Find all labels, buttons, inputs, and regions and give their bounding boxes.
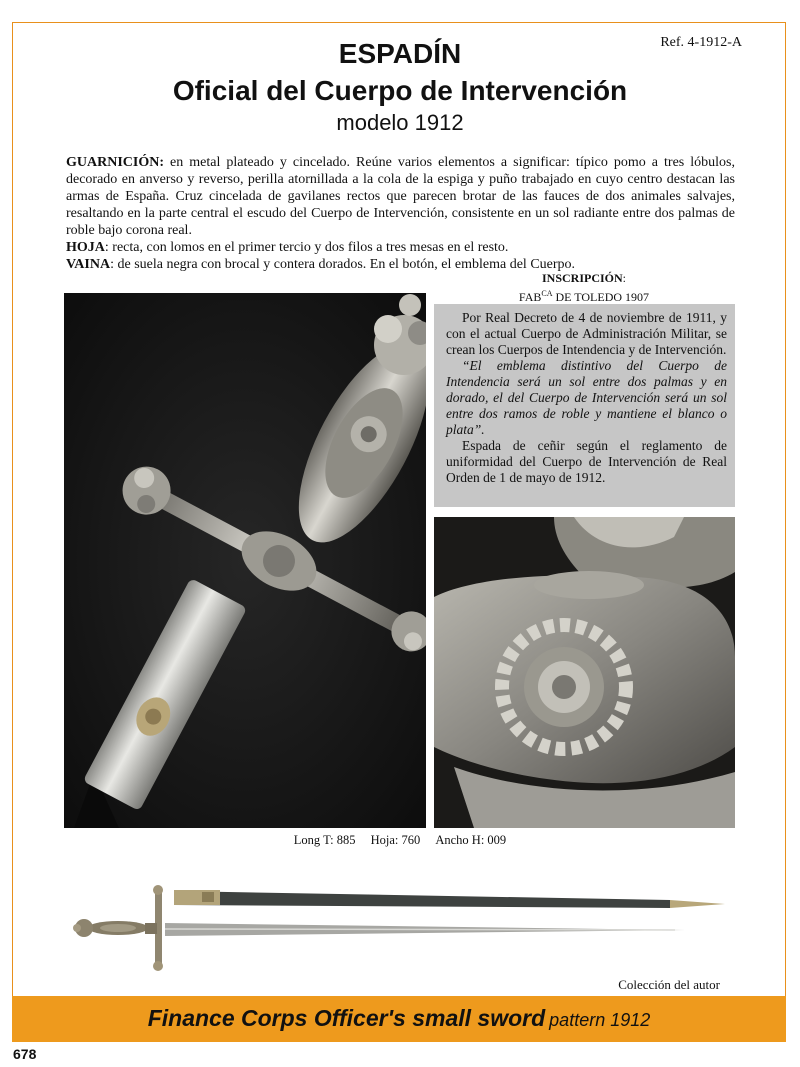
english-title-banner [12, 996, 786, 1042]
blade [165, 923, 685, 936]
history-paragraph-1: Por Real Decreto de 4 de noviembre de 1911, y con el actual Cuerpo de Administración Militar, se crean los Cuerpos de Intendencia y de Intervención. [446, 310, 727, 357]
history-paragraph-3: Espada de ceñir según el reglamento de uniformidad del Cuerpo de Intervención de Real Orden de 1 de mayo de 1912. [446, 438, 727, 485]
inscription-block: INSCRIPCIÓN: $FAB^{CA}$ DE TOLEDO 1907 [434, 271, 734, 305]
hoja-paragraph [66, 239, 735, 256]
vaina-text: : de suela negra con brocal y contera dorados. En el botón, el emblema del Cuerpo. [110, 257, 576, 272]
length-total: Long T: 885 [293, 833, 356, 847]
emblem-illustration [434, 517, 735, 828]
guarnicion-paragraph [66, 154, 735, 239]
model-label: modelo 1912 [336, 110, 464, 135]
collection-credit: Colección del autor [618, 977, 720, 992]
inscription-text: $FAB^{CA}$ DE TOLEDO 1907 [518, 289, 650, 304]
vaina-label: VAINA [66, 257, 111, 272]
reference-code: Ref. 4-1912-A [660, 35, 742, 50]
dimensions-line [0, 833, 800, 848]
page-number: 678 [13, 1046, 37, 1062]
guarnicion-label: GUARNICIÓN: [66, 155, 164, 170]
blade-width: Ancho H: 009 [435, 833, 507, 847]
blade-length: Hoja: 760 [370, 833, 421, 847]
grip [88, 921, 157, 935]
hilt-illustration [64, 293, 426, 828]
inscription-label: INSCRIPCIÓN [541, 271, 623, 285]
hilt-photo [64, 293, 426, 828]
emblem-photo [434, 517, 735, 828]
english-pattern: pattern 1912 [549, 1010, 651, 1030]
history-quote: “El emblema distintivo del Cuerpo de Intendencia será un sol entre dos palmas y en dorado, el del Cuerpo de Intervención será un sol entre dos ramos de roble y mantiene el blanco o plata”. [446, 358, 727, 437]
description-block [66, 154, 735, 273]
history-box [434, 304, 735, 507]
pommel [73, 919, 93, 937]
full-sword-illustration [70, 880, 740, 975]
guarnicion-text: en metal plateado y cincelado. Reúne varios elementos a significar: típico pomo a tres lóbulos, decorado en anverso y reverso, perilla atornillada a la cola de la espiga y puño trabajado en cuyo centro destacan las armas de España. Cruz cincelada de gavilanes rectos que parecen brotar de las fauces de dos animales salvajes, resaltando en la parte central el escudo del Cuerpo de Intervención, consistente en un sol radiante entre dos palmas de roble bajo corona real. [66, 155, 735, 238]
hoja-label: HOJA [66, 240, 105, 255]
english-title: Finance Corps Officer's small sword [147, 1005, 546, 1031]
scabbard [174, 890, 725, 908]
hoja-text: : recta, con lomos en el primer tercio y dos filos a tres mesas en el resto. [104, 240, 509, 255]
page-title: ESPADÍN [338, 38, 462, 69]
page-subtitle: Oficial del Cuerpo de Intervención [172, 75, 628, 106]
